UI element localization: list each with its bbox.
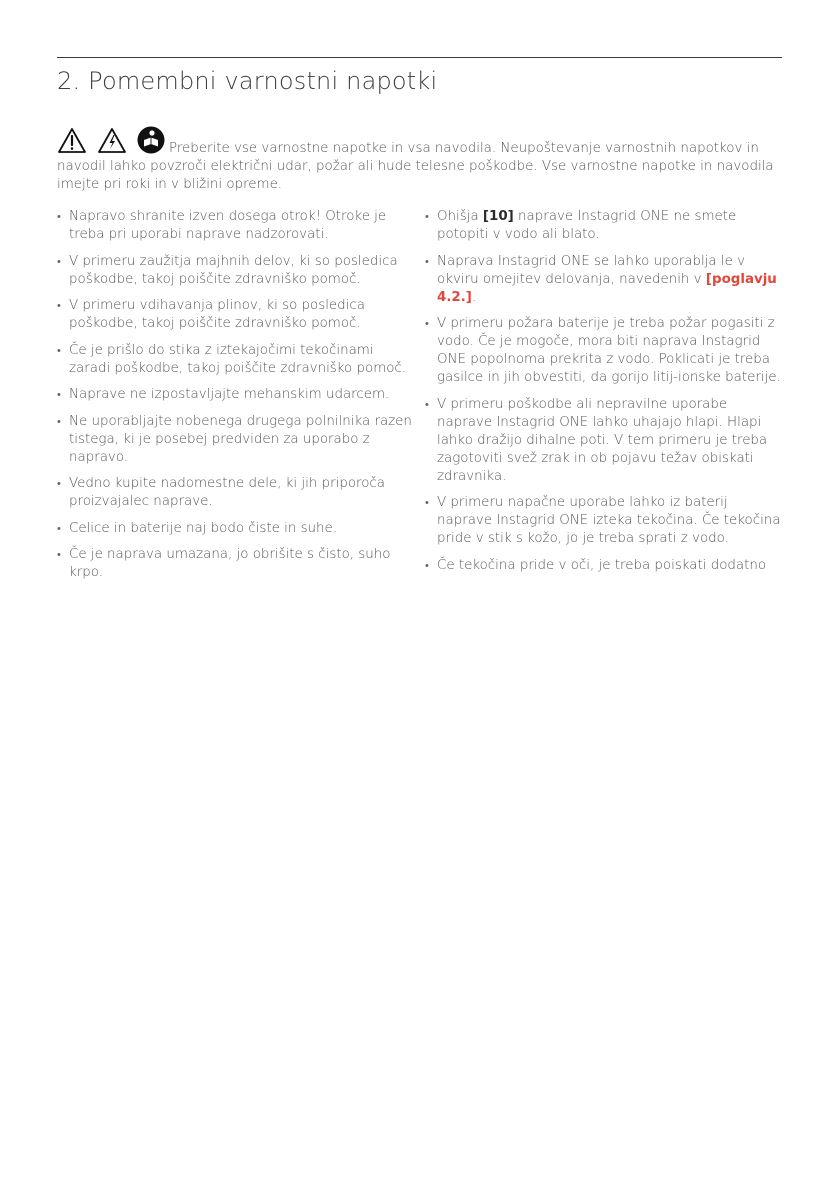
list-item: • V primeru vdihavanja plinov, ki so posledica poškodbe, takoj poiščite zdravniško pomoč.: [57, 297, 413, 333]
list-item: • Vedno kupite nadomestne dele, ki jih priporoča proizvajalec naprave.: [57, 475, 413, 511]
list-item: • Napravo shranite izven dosega otrok! Otroke je treba pri uporabi naprave nadzorovati.: [57, 208, 413, 244]
chapter-link[interactable]: [poglavju 4.2.]: [437, 271, 777, 305]
list-item: • Ne uporabljajte nobenega drugega polnilnika razen tistega, ki je posebej predviden za uporabo z napravo.: [57, 413, 413, 467]
list-item: • Če je prišlo do stika z iztekajočimi tekočinami zaradi poškodbe, takoj poiščite zdravniško pomoč.: [57, 342, 413, 378]
read-manual-icon: [137, 126, 165, 154]
intro-text: Preberite vse varnostne napotke in vsa navodila. Neupoštevanje varnostnih napotkov in navodil lahko povzroči električni udar, požar ali hude telesne poškodbe. Vse varnostne napotke in navodila imejte pri roki in v bližini opreme.: [57, 141, 774, 192]
header-rule: [57, 57, 782, 58]
warning-triangle-icon: [57, 127, 87, 154]
intro-paragraph: [57, 126, 783, 194]
list-item: • Če tekočina pride v oči, je treba poiskati dodatno: [425, 557, 783, 575]
list-item: • Če je naprava umazana, jo obrišite s čisto, suho krpo.: [57, 546, 413, 582]
list-item: • V primeru zaužitja majhnih delov, ki so posledica poškodbe, takoj poiščite zdravniško pomoč.: [57, 253, 413, 289]
list-item: • V primeru požara baterije je treba požar pogasiti z vodo. Če je mogoče, mora biti naprava Instagrid ONE popolnoma prekrita z vodo. Poklicati je treba gasilce in jih obvestiti, da gorijo litij-ionske baterije.: [425, 315, 783, 387]
electric-shock-warning-icon: [97, 127, 127, 154]
safety-icons: [57, 126, 165, 154]
list-item: • Naprava Instagrid ONE se lahko uporablja le v okviru omejitev delovanja, navedenih v [poglavju 4.2.].: [425, 253, 783, 307]
list-item: • Ohišja [10] naprave Instagrid ONE ne smete potopiti v vodo ali blato.: [425, 208, 783, 244]
right-bullet-list: [425, 208, 783, 583]
list-item: • V primeru poškodbe ali nepravilne uporabe naprave Instagrid ONE lahko uhajajo hlapi. Hlapi lahko dražijo dihalne poti. V tem primeru je treba zagotoviti svež zrak in ob pojavu težav obiskati zdravnika.: [425, 396, 783, 486]
section-title: 2. Pomembni varnostni napotki: [57, 67, 438, 95]
list-item: • V primeru napačne uporabe lahko iz baterij naprave Instagrid ONE izteka tekočina. Če tekočina pride v stik s kožo, jo je treba sprati z vodo.: [425, 494, 783, 548]
component-reference: [10]: [482, 209, 514, 224]
left-bullet-list: [57, 208, 413, 591]
list-item: • Celice in baterije naj bodo čiste in suhe.: [57, 520, 413, 538]
list-item: • Naprave ne izpostavljajte mehanskim udarcem.: [57, 386, 413, 404]
